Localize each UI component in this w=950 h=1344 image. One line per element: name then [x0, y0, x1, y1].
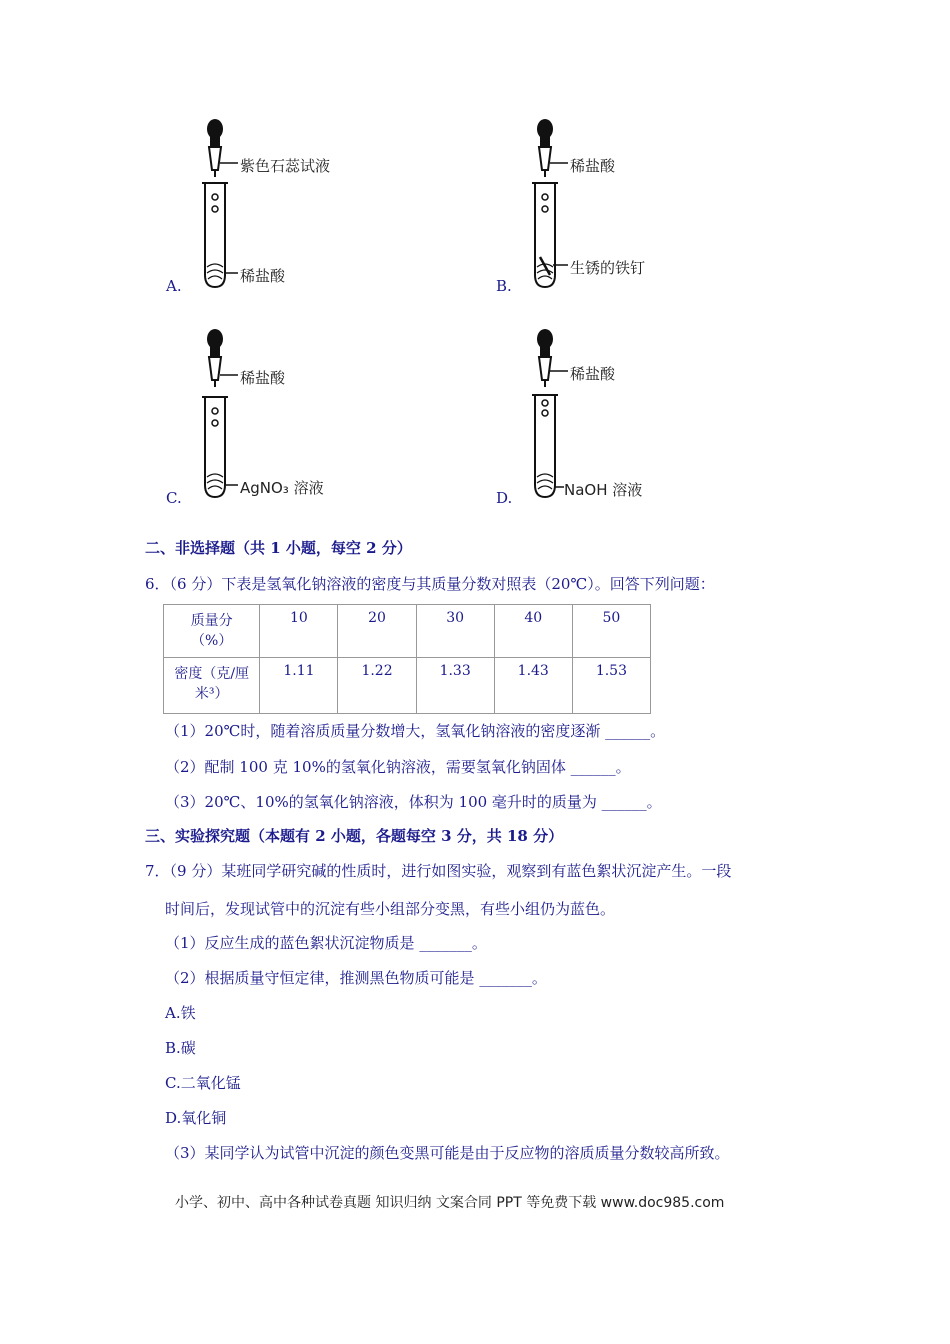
- table-cell: 40: [494, 605, 572, 658]
- table-cell: 10: [260, 605, 338, 658]
- table-row-header: [164, 605, 260, 658]
- table-cell: 50: [572, 605, 650, 658]
- figure-a-letter: A.: [166, 277, 182, 295]
- table-row: [164, 605, 651, 658]
- figure-c-bottom-label: AgNO₃ 溶液: [240, 479, 324, 497]
- section-2-title: 二、非选择题（共 1 小题，每空 2 分）: [145, 539, 412, 557]
- q7-sub1: （1）反应生成的蓝色絮状沉淀物质是 _______。: [165, 934, 487, 952]
- table-cell: 30: [416, 605, 494, 658]
- figure-c-letter: C.: [166, 489, 182, 507]
- q7-sub2: （2）根据质量守恒定律，推测黑色物质可能是 _______。: [165, 969, 547, 987]
- section-3-title: 三、实验探究题（本题有 2 小题，各题每空 3 分，共 18 分）: [145, 827, 564, 845]
- figure-b-top-label: 稀盐酸: [570, 157, 616, 175]
- table-row: [164, 658, 651, 714]
- q7-option-d: D.氧化铜: [165, 1109, 227, 1127]
- q6-sub1: （1）20℃时，随着溶质质量分数增大，氢氧化钠溶液的密度逐渐 ______。: [165, 722, 666, 740]
- table-header-line: 密度（克/厘: [174, 666, 250, 682]
- q6-sub2: （2）配制 100 克 10%的氢氧化钠溶液，需要氢氧化钠固体 ______。: [165, 758, 631, 776]
- q7-option-a: A.铁: [165, 1004, 196, 1022]
- figure-a: [160, 115, 400, 305]
- q7-stem-line1: 7．（9 分）某班同学研究碱的性质时，进行如图实验，观察到有蓝色絮状沉淀产生。一段: [145, 862, 732, 880]
- figure-d: [490, 325, 730, 515]
- table-cell: 1.33: [416, 658, 494, 714]
- figure-d-bottom-label: NaOH 溶液: [564, 481, 643, 499]
- table-header-line: 质量分: [190, 613, 233, 629]
- table-cell: 1.11: [260, 658, 338, 714]
- table-cell: 1.43: [494, 658, 572, 714]
- q6-stem: 6．（6 分）下表是氢氧化钠溶液的密度与其质量分数对照表（20℃）。回答下列问题：: [145, 575, 715, 593]
- table-cell: 1.53: [572, 658, 650, 714]
- density-table: [163, 604, 651, 714]
- figure-a-bottom-label: 稀盐酸: [240, 267, 286, 285]
- table-cell: 1.22: [338, 658, 416, 714]
- figure-b-letter: B.: [496, 277, 512, 295]
- figure-a-top-label: 紫色石蕊试液: [240, 157, 331, 175]
- figure-d-letter: D.: [496, 489, 513, 507]
- figure-d-top-label: 稀盐酸: [570, 365, 616, 383]
- table-cell: 20: [338, 605, 416, 658]
- table-header-line: （%）: [191, 633, 233, 649]
- figure-c-top-label: 稀盐酸: [240, 369, 286, 387]
- q7-stem-line2: 时间后，发现试管中的沉淀有些小组部分变黑，有些小组仍为蓝色。: [165, 900, 616, 918]
- table-row-header: [164, 658, 260, 714]
- figure-b: [490, 115, 730, 305]
- page-footer: 小学、初中、高中各种试卷真题 知识归纳 文案合同 PPT 等免费下载 www.doc985.com: [175, 1195, 725, 1211]
- figure-b-bottom-label: 生锈的铁钉: [570, 259, 646, 277]
- q6-sub3: （3）20℃、10%的氢氧化钠溶液，体积为 100 毫升时的质量为 ______。: [165, 793, 662, 811]
- q7-option-c: C.二氧化锰: [165, 1074, 241, 1092]
- table-header-line: 米³）: [194, 686, 229, 702]
- figure-c: [160, 325, 400, 515]
- q7-option-b: B.碳: [165, 1039, 196, 1057]
- q7-sub3: （3）某同学认为试管中沉淀的颜色变黑可能是由于反应物的溶质质量分数较高所致。: [165, 1144, 730, 1162]
